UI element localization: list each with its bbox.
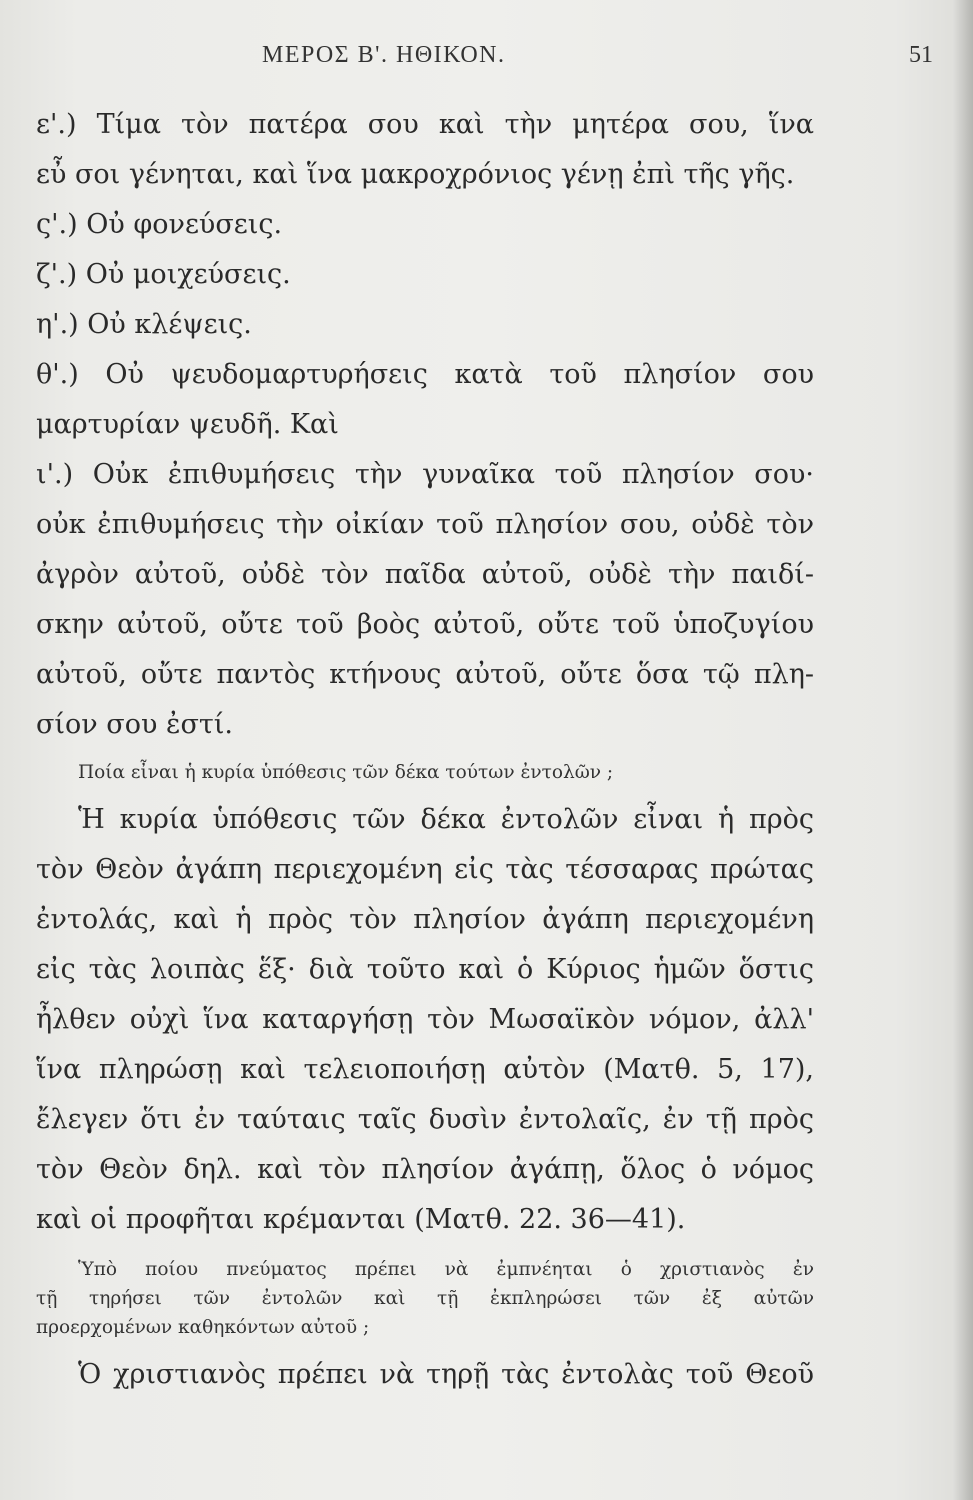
answer-2-line-1: Ὁ χριστιανὸς πρέπει νὰ τηρῇ τὰς ἐντολὰς τοῦ Θεοῦ [78,1359,814,1390]
commandment-10-line-1: ι'.) Οὐκ ἐπιθυμήσεις τὴν γυναῖκα τοῦ πλησίον σου· [36,459,814,490]
commandment-10-line-4: σκην αὐτοῦ, οὔτε τοῦ βοὸς αὐτοῦ, οὔτε τοῦ ὑποζυγίου [36,609,814,640]
page-number: 51 [909,42,933,68]
answer-1-line-2: τὸν Θεὸν ἀγάπη περιεχομένη εἰς τὰς τέσσαρας πρώτας [36,854,814,885]
answer-1-line-4: εἰς τὰς λοιπὰς ἕξ· διὰ τοῦτο καὶ ὁ Κύριος ἡμῶν ὅστις [36,954,814,985]
answer-1-line-7: ἔλεγεν ὅτι ἐν ταύταις ταῖς δυσὶν ἐντολαῖς, ἐν τῇ πρὸς [36,1104,814,1135]
commandment-10-line-6: σίον σου ἐστί. [36,709,233,740]
commandment-5-line-2: εὖ σοι γένηται, καὶ ἵνα μακροχρόνιος γένῃ ἐπὶ τῆς γῆς. [36,159,795,190]
answer-1-line-9: καὶ οἱ προφῆται κρέμανται (Ματθ. 22. 36—41). [36,1204,686,1235]
running-head: ΜΕΡΟΣ Β'. ΗΘΙΚΟΝ. [262,42,506,68]
commandment-6: ς'.) Οὐ φονεύσεις. [36,209,283,240]
commandment-10-line-3: ἀγρὸν αὐτοῦ, οὐδὲ τὸν παῖδα αὐτοῦ, οὐδὲ τὴν παιδί- [36,559,814,590]
question-2-line-3: προερχομένων καθηκόντων αὐτοῦ ; [36,1317,370,1338]
commandment-5-line-1: ε'.) Τίμα τὸν πατέρα σου καὶ τὴν μητέρα σου, ἵνα [36,109,814,140]
question-1: Ποία εἶναι ἡ κυρία ὑπόθεσις τῶν δέκα τούτων ἐντολῶν ; [78,762,614,783]
page-header [262,42,933,82]
answer-1-line-1: Ἡ κυρία ὑπόθεσις τῶν δέκα ἐντολῶν εἶναι ἡ πρὸς [78,804,814,835]
page-edge-shadow [953,0,973,1500]
commandment-9-line-2: μαρτυρίαν ψευδῆ. Καὶ [36,409,339,440]
commandment-9-line-1: θ'.) Οὐ ψευδομαρτυρήσεις κατὰ τοῦ πλησίον σου [36,359,814,390]
commandment-7: ζ'.) Οὐ μοιχεύσεις. [36,259,291,290]
page-body [36,100,814,1400]
commandment-10-line-2: οὐκ ἐπιθυμήσεις τὴν οἰκίαν τοῦ πλησίον σου, οὐδὲ τὸν [36,509,814,540]
answer-1-line-8: τὸν Θεὸν δηλ. καὶ τὸν πλησίον ἀγάπῃ, ὅλος ὁ νόμος [36,1154,814,1185]
answer-1-line-3: ἐντολάς, καὶ ἡ πρὸς τὸν πλησίον ἀγάπη περιεχομένη [36,904,814,935]
commandment-10-line-5: αὐτοῦ, οὔτε παντὸς κτήνους αὐτοῦ, οὔτε ὅσα τῷ πλη- [36,659,814,690]
commandment-8: η'.) Οὐ κλέψεις. [36,309,252,340]
answer-1-line-6: ἵνα πληρώσῃ καὶ τελειοποιήσῃ αὐτὸν (Ματθ. 5, 17), [36,1054,814,1085]
answer-1-line-5: ἦλθεν οὐχὶ ἵνα καταργήσῃ τὸν Μωσαϊκὸν νόμον, ἀλλ' [36,1004,814,1035]
question-2-line-1: Ὑπὸ ποίου πνεύματος πρέπει νὰ ἐμπνέηται ὁ χριστιανὸς ἐν [78,1259,814,1280]
question-2-line-2: τῇ τηρήσει τῶν ἐντολῶν καὶ τῇ ἐκπληρώσει τῶν ἐξ αὐτῶν [36,1288,814,1309]
